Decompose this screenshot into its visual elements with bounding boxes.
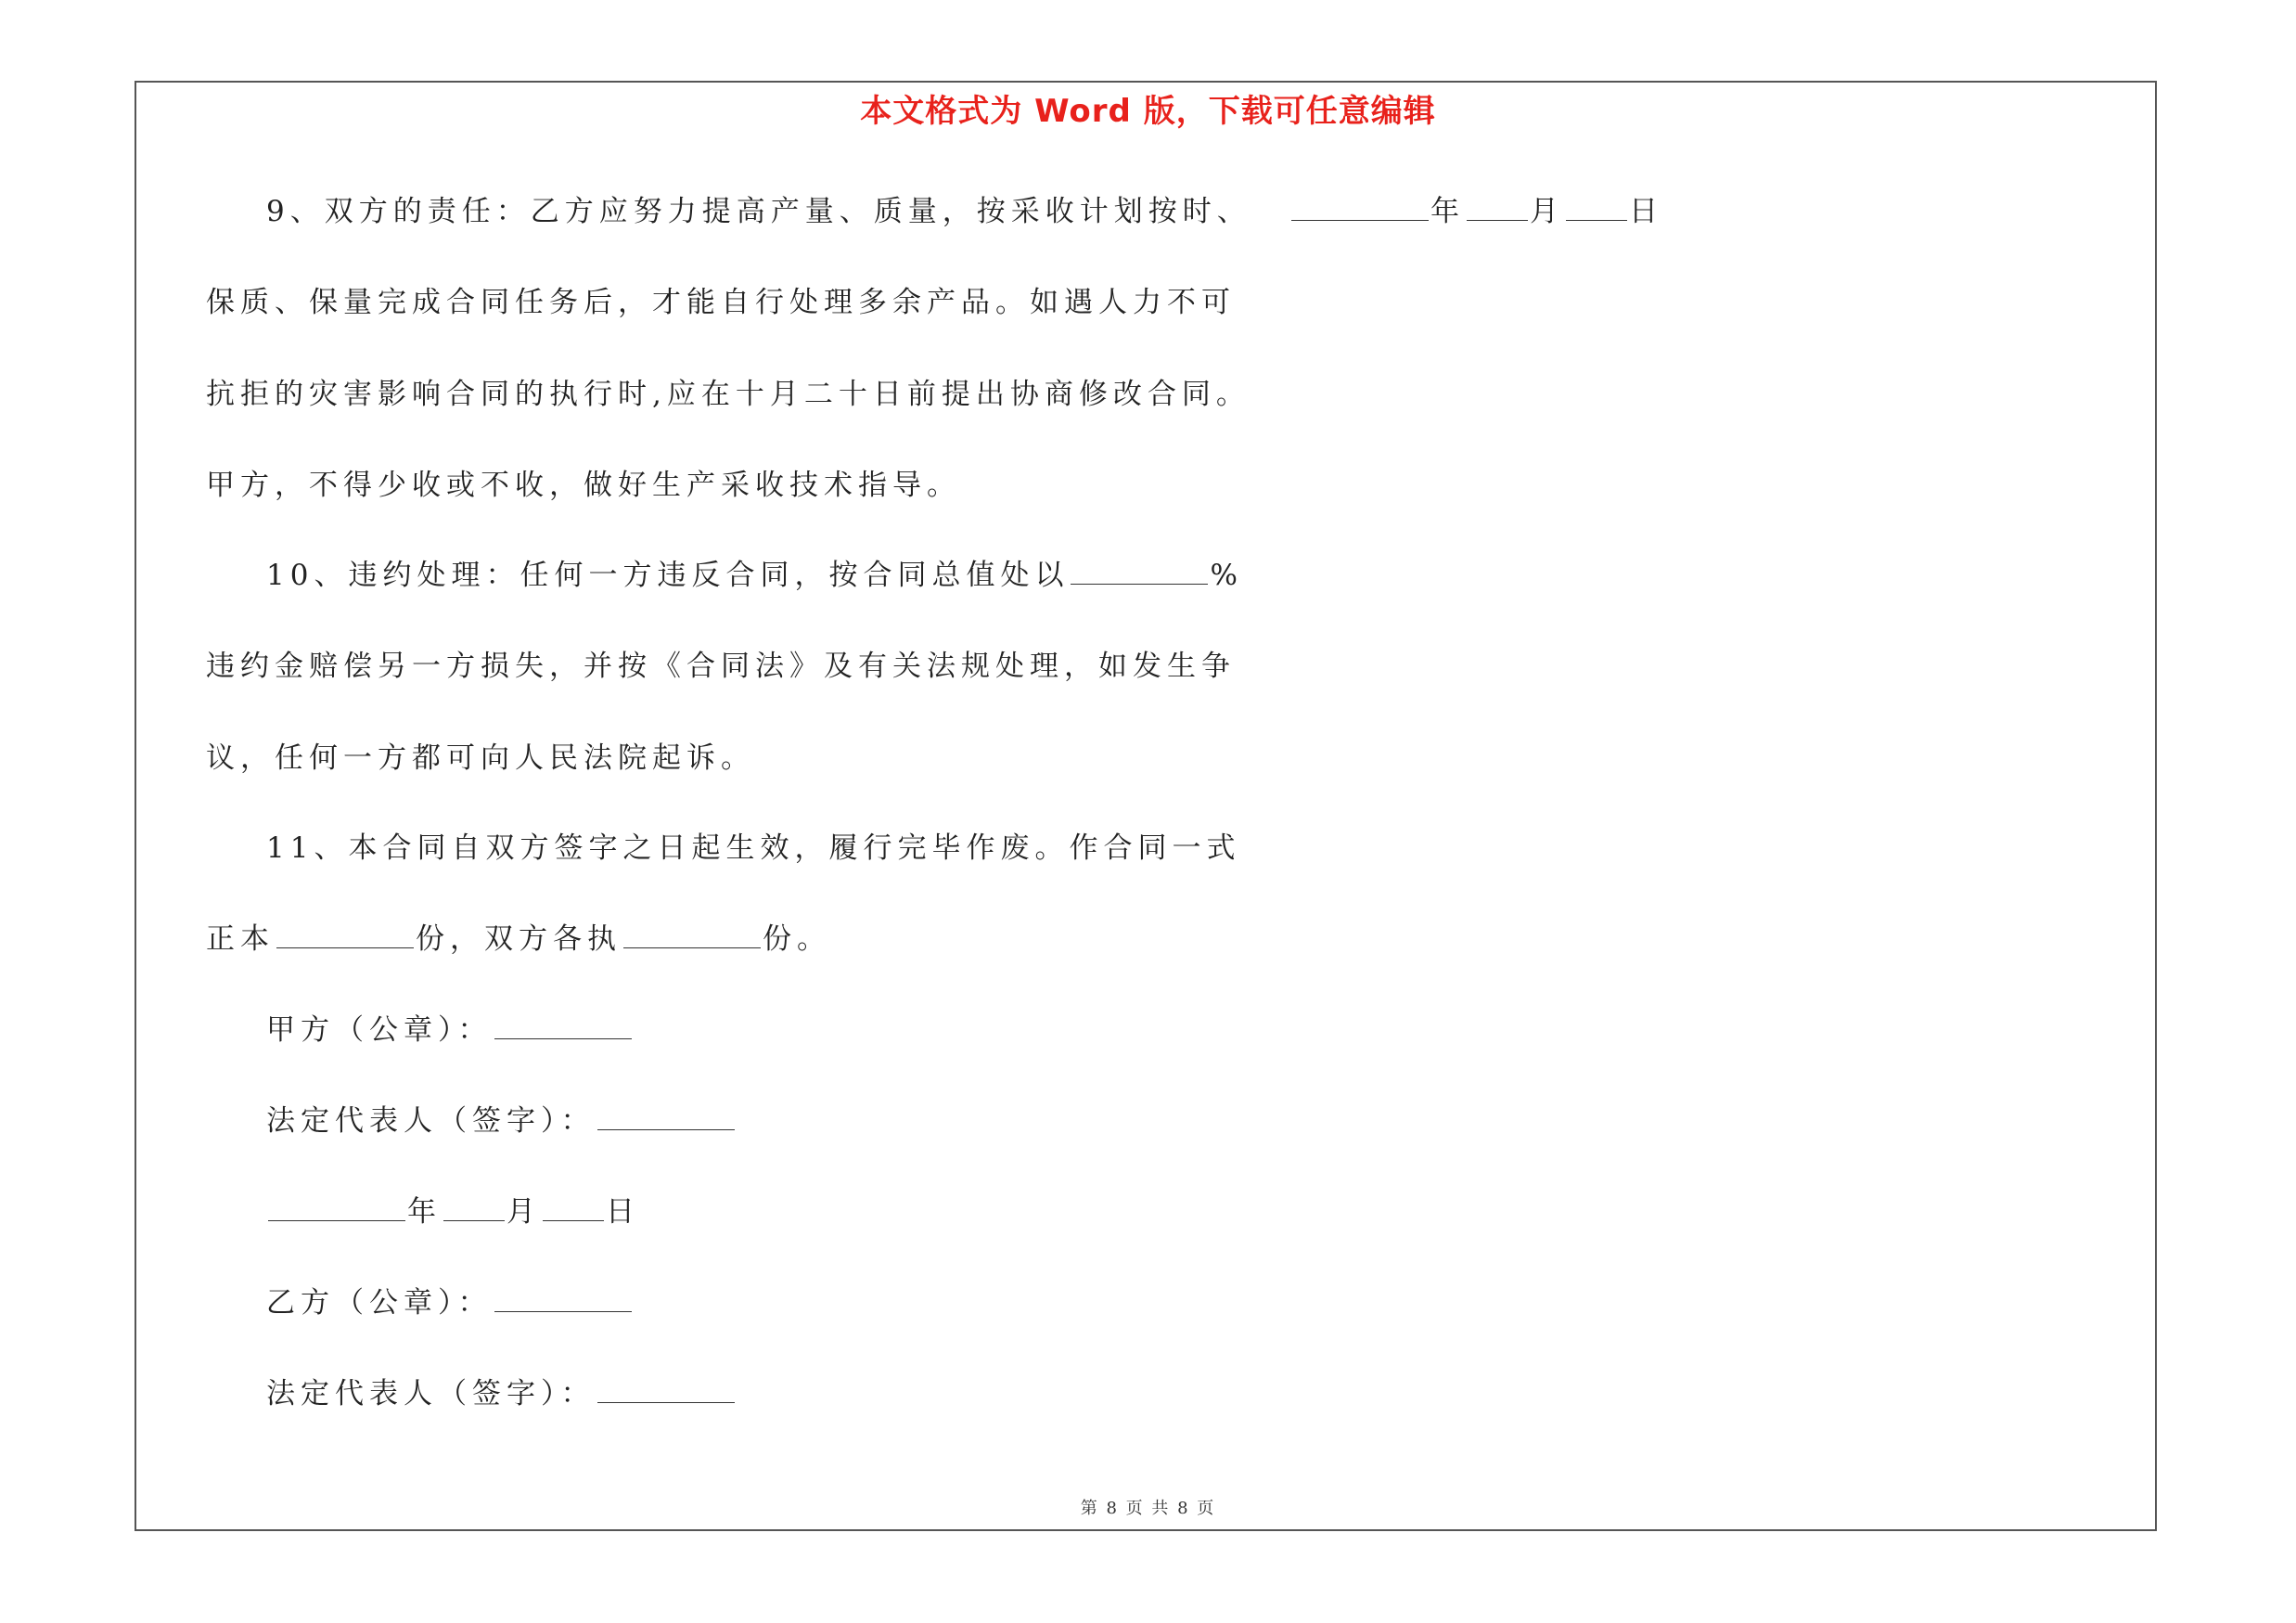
party-a-rep-label: 法定代表人（签字）：	[266, 1104, 596, 1138]
party-a-rep-blank[interactable]	[597, 1103, 735, 1130]
sign-month-label: 月	[507, 1195, 541, 1229]
party-a-seal-line	[266, 1011, 634, 1049]
sign-year-label: 年	[407, 1195, 442, 1229]
sign-year-blank[interactable]	[268, 1194, 405, 1221]
clause11-line1: 11、本合同自双方签字之日起生效，履行完毕作废。作合同一式	[266, 831, 1241, 865]
clause9-line1: 9、双方的责任：乙方应努力提高产量、质量，按采收计划按时、	[266, 195, 1251, 228]
party-a-seal-blank[interactable]	[494, 1012, 632, 1039]
signature-date-line	[266, 1193, 640, 1230]
clause9-line3: 抗拒的灾害影响合同的执行时,应在十月二十日前提出协商修改合同。	[206, 378, 1251, 411]
month-blank[interactable]	[1467, 194, 1528, 221]
party-b-rep-label: 法定代表人（签字）：	[266, 1377, 596, 1410]
year-label: 年	[1430, 195, 1465, 228]
party-b-seal-label: 乙方（公章）：	[266, 1286, 493, 1320]
copies-suffix: 份。	[763, 922, 831, 956]
clause9-line2: 保质、保量完成合同任务后，才能自行处理多余产品。如遇人力不可	[206, 286, 1236, 319]
day-label: 日	[1629, 195, 1663, 228]
date-line-top	[1289, 193, 1663, 230]
page-footer: 第 8 页 共 8 页	[1080, 1499, 1216, 1518]
party-b-seal-line	[266, 1284, 634, 1321]
clause10-line3: 议，任何一方都可向人民法院起诉。	[206, 741, 755, 775]
percent-sign: %	[1210, 559, 1243, 592]
party-a-seal-label: 甲方（公章）：	[266, 1013, 493, 1047]
day-blank[interactable]	[1566, 194, 1627, 221]
clause11-line2	[206, 921, 831, 958]
copies-mid: 份，双方各执	[416, 922, 622, 956]
clause10-text: 10、违约处理：任何一方违反合同，按合同总值处以	[266, 559, 1070, 592]
sign-month-blank[interactable]	[443, 1194, 505, 1221]
clause10-line2: 违约金赔偿另一方损失，并按《合同法》及有关法规处理，如发生争	[206, 650, 1236, 683]
each-copies-blank[interactable]	[623, 921, 761, 948]
year-blank[interactable]	[1291, 194, 1429, 221]
clause9-line4: 甲方，不得少收或不收，做好生产采收技术指导。	[206, 469, 961, 502]
party-a-rep-line	[266, 1102, 737, 1140]
format-banner: 本文格式为 Word 版，下载可任意编辑	[860, 93, 1436, 130]
penalty-percent-blank[interactable]	[1071, 558, 1208, 585]
sign-day-blank[interactable]	[543, 1194, 604, 1221]
party-b-seal-blank[interactable]	[494, 1285, 632, 1312]
copies-prefix: 正本	[206, 922, 275, 956]
original-copies-blank[interactable]	[276, 921, 414, 948]
party-b-rep-blank[interactable]	[597, 1376, 735, 1403]
clause10-line1	[266, 557, 1243, 594]
sign-day-label: 日	[606, 1195, 640, 1229]
party-b-rep-line	[266, 1375, 737, 1412]
month-label: 月	[1530, 195, 1564, 228]
